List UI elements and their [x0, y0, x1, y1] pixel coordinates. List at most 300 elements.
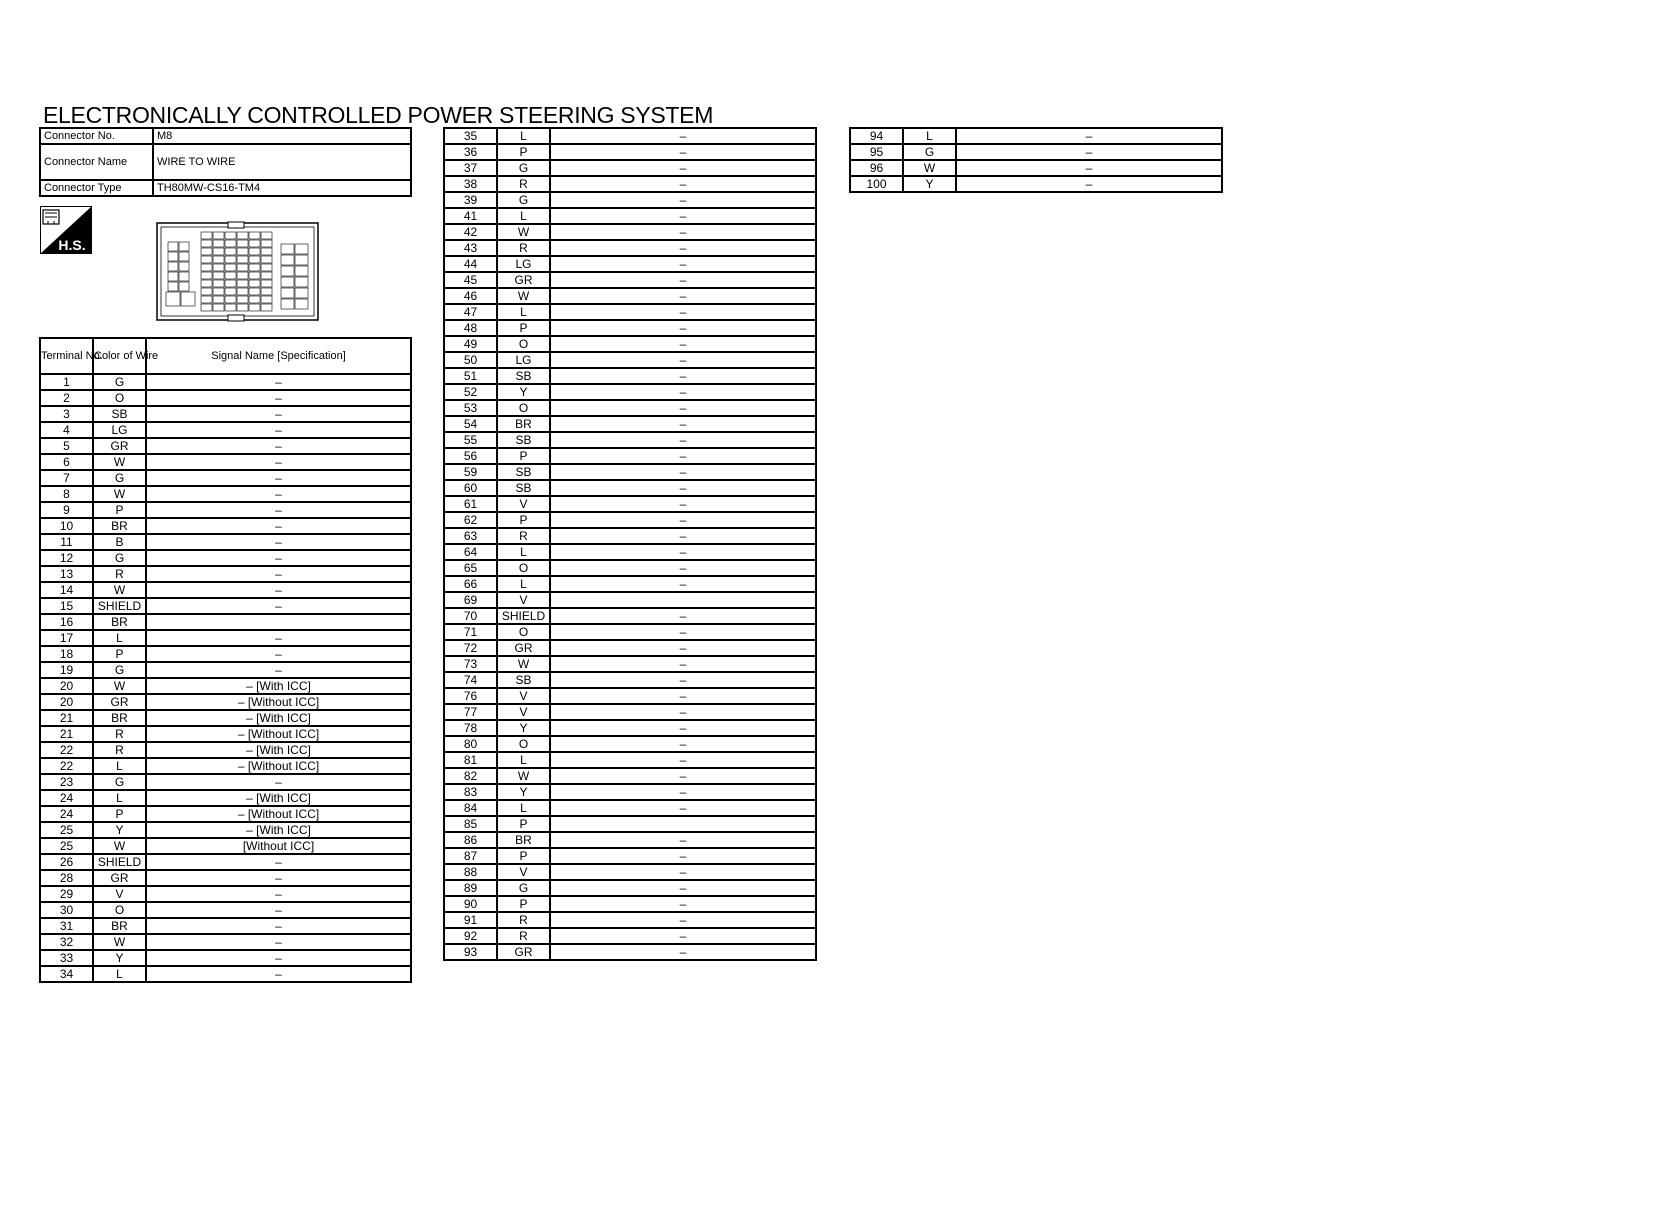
- signal-name-cell: –: [550, 128, 816, 144]
- signal-name-cell: –: [550, 528, 816, 544]
- terminal-no-cell: 9: [40, 502, 93, 518]
- wire-color-cell: W: [497, 288, 550, 304]
- signal-name-cell: [Without ICC]: [146, 838, 411, 854]
- terminal-no-cell: 8: [40, 486, 93, 502]
- table-row: [444, 816, 816, 832]
- table-row: [444, 160, 816, 176]
- signal-name-cell: –: [550, 272, 816, 288]
- table-row: [40, 630, 411, 646]
- signal-name-cell: – [With ICC]: [146, 742, 411, 758]
- signal-name-cell: –: [146, 438, 411, 454]
- signal-name-cell: – [With ICC]: [146, 790, 411, 806]
- table-row: [444, 144, 816, 160]
- signal-name-cell: – [With ICC]: [146, 710, 411, 726]
- terminal-no-cell: 46: [444, 288, 497, 304]
- signal-name-cell: –: [146, 950, 411, 966]
- wire-color-cell: LG: [93, 422, 146, 438]
- wire-color-cell: O: [497, 736, 550, 752]
- table-row: [444, 208, 816, 224]
- signal-name-cell: –: [146, 518, 411, 534]
- wire-color-cell: P: [93, 646, 146, 662]
- signal-name-cell: –: [550, 432, 816, 448]
- table-row: [40, 390, 411, 406]
- wire-color-cell: GR: [497, 272, 550, 288]
- terminal-no-cell: 84: [444, 800, 497, 816]
- table-row: [444, 512, 816, 528]
- wire-color-cell: SB: [497, 480, 550, 496]
- signal-name-cell: –: [550, 912, 816, 928]
- wire-color-cell: O: [497, 560, 550, 576]
- signal-name-cell: –: [550, 752, 816, 768]
- terminal-no-cell: 33: [40, 950, 93, 966]
- terminal-no-cell: 34: [40, 966, 93, 982]
- terminal-no-cell: 55: [444, 432, 497, 448]
- wire-color-cell: L: [497, 800, 550, 816]
- table-row: [444, 272, 816, 288]
- wire-color-cell: G: [93, 550, 146, 566]
- wire-color-cell: L: [93, 790, 146, 806]
- wire-color-cell: L: [497, 576, 550, 592]
- wire-color-cell: LG: [497, 256, 550, 272]
- terminal-no-cell: 25: [40, 838, 93, 854]
- wire-color-cell: Y: [93, 822, 146, 838]
- wire-color-cell: LG: [497, 352, 550, 368]
- terminal-no-cell: 95: [850, 144, 903, 160]
- signal-name-cell: –: [550, 384, 816, 400]
- wire-color-cell: L: [497, 304, 550, 320]
- wire-color-cell: Y: [497, 784, 550, 800]
- signal-name-cell: –: [550, 512, 816, 528]
- signal-name-cell: –: [146, 374, 411, 390]
- table-row: [40, 486, 411, 502]
- connector-face-diagram: [156, 222, 319, 321]
- terminal-no-cell: 45: [444, 272, 497, 288]
- wire-color-cell: G: [903, 144, 956, 160]
- table-row: [850, 160, 1222, 176]
- terminal-no-cell: 77: [444, 704, 497, 720]
- terminal-no-cell: 2: [40, 390, 93, 406]
- signal-name-cell: –: [550, 608, 816, 624]
- terminal-no-cell: 32: [40, 934, 93, 950]
- terminal-no-cell: 51: [444, 368, 497, 384]
- table-row: [850, 176, 1222, 192]
- table-row: [40, 614, 411, 630]
- signal-name-cell: –: [550, 400, 816, 416]
- wire-color-cell: SHIELD: [93, 598, 146, 614]
- table-row: [444, 560, 816, 576]
- wire-color-cell: W: [93, 838, 146, 854]
- terminal-no-cell: 81: [444, 752, 497, 768]
- wire-color-cell: P: [497, 816, 550, 832]
- signal-name-cell: –: [956, 144, 1222, 160]
- table-row: [444, 912, 816, 928]
- table-row: [40, 550, 411, 566]
- signal-name-cell: – [With ICC]: [146, 678, 411, 694]
- terminal-no-cell: 43: [444, 240, 497, 256]
- table-row: [444, 496, 816, 512]
- signal-name-cell: –: [146, 886, 411, 902]
- terminal-no-cell: 71: [444, 624, 497, 640]
- terminal-no-cell: 3: [40, 406, 93, 422]
- wire-color-cell: V: [497, 496, 550, 512]
- wire-color-cell: W: [497, 224, 550, 240]
- terminal-no-cell: 30: [40, 902, 93, 918]
- terminal-no-cell: 70: [444, 608, 497, 624]
- terminal-no-cell: 38: [444, 176, 497, 192]
- signal-name-cell: –: [146, 870, 411, 886]
- table-row: [40, 774, 411, 790]
- table-row: [444, 928, 816, 944]
- terminal-no-cell: 86: [444, 832, 497, 848]
- table-row: [40, 694, 411, 710]
- signal-name-cell: – [Without ICC]: [146, 758, 411, 774]
- wire-color-cell: SB: [497, 368, 550, 384]
- table-row: [444, 720, 816, 736]
- table-row: [40, 438, 411, 454]
- table-row: [444, 592, 816, 608]
- wire-color-cell: G: [93, 470, 146, 486]
- signal-name-cell: –: [550, 304, 816, 320]
- wire-color-cell: P: [497, 144, 550, 160]
- table-row: [40, 678, 411, 694]
- wire-color-cell: GR: [93, 438, 146, 454]
- table-row: [444, 640, 816, 656]
- table-row: [444, 400, 816, 416]
- terminal-no-cell: 62: [444, 512, 497, 528]
- connector-no-label: Connector No.: [40, 128, 153, 144]
- table-row: [444, 256, 816, 272]
- hs-badge-text: H.S.: [58, 237, 86, 253]
- wire-color-cell: GR: [497, 944, 550, 960]
- table-row: [40, 470, 411, 486]
- signal-name-cell: – [Without ICC]: [146, 806, 411, 822]
- table-row: [444, 896, 816, 912]
- table-row: [40, 534, 411, 550]
- signal-name-cell: –: [146, 486, 411, 502]
- connector-name-label: Connector Name: [40, 144, 153, 180]
- terminal-no-cell: 50: [444, 352, 497, 368]
- signal-name-cell: –: [550, 176, 816, 192]
- wire-color-cell: BR: [93, 918, 146, 934]
- signal-name-cell: –: [550, 768, 816, 784]
- wire-color-cell: SHIELD: [497, 608, 550, 624]
- signal-name-cell: –: [550, 832, 816, 848]
- wire-color-cell: W: [93, 582, 146, 598]
- wire-color-cell: R: [93, 742, 146, 758]
- signal-name-cell: –: [550, 784, 816, 800]
- signal-name-cell: –: [146, 598, 411, 614]
- wire-color-cell: O: [497, 336, 550, 352]
- table-row: [40, 502, 411, 518]
- signal-name-cell: –: [550, 880, 816, 896]
- table-row: [444, 176, 816, 192]
- connector-type-label: Connector Type: [40, 180, 153, 196]
- terminal-no-cell: 15: [40, 598, 93, 614]
- table-row: [40, 758, 411, 774]
- terminal-no-cell: 47: [444, 304, 497, 320]
- terminal-header: Terminal No.: [40, 338, 93, 374]
- wire-color-cell: Y: [497, 720, 550, 736]
- signal-name-cell: –: [956, 176, 1222, 192]
- wire-color-cell: BR: [93, 518, 146, 534]
- table-row: [40, 710, 411, 726]
- wire-color-cell: W: [497, 768, 550, 784]
- signal-name-cell: –: [550, 240, 816, 256]
- wire-color-cell: V: [93, 886, 146, 902]
- wire-color-cell: GR: [93, 870, 146, 886]
- table-row: [40, 854, 411, 870]
- terminal-no-cell: 72: [444, 640, 497, 656]
- signal-name-cell: –: [146, 934, 411, 950]
- wire-color-cell: W: [93, 454, 146, 470]
- harness-side-icon: [40, 206, 92, 254]
- terminal-no-cell: 37: [444, 160, 497, 176]
- signal-name-cell: –: [146, 422, 411, 438]
- wire-color-cell: L: [93, 630, 146, 646]
- wire-color-cell: G: [497, 160, 550, 176]
- terminal-no-cell: 41: [444, 208, 497, 224]
- terminal-no-cell: 96: [850, 160, 903, 176]
- signal-name-cell: –: [550, 720, 816, 736]
- signal-name-cell: –: [146, 390, 411, 406]
- table-row: [40, 374, 411, 390]
- signal-name-cell: –: [550, 448, 816, 464]
- terminal-no-cell: 56: [444, 448, 497, 464]
- terminal-no-cell: 61: [444, 496, 497, 512]
- wire-color-cell: SB: [497, 432, 550, 448]
- wire-color-cell: SB: [93, 406, 146, 422]
- table-row: [444, 448, 816, 464]
- table-row: [444, 832, 816, 848]
- terminal-no-cell: 100: [850, 176, 903, 192]
- terminal-no-cell: 39: [444, 192, 497, 208]
- signal-name-cell: –: [956, 128, 1222, 144]
- table-row: [444, 416, 816, 432]
- wire-color-cell: L: [497, 128, 550, 144]
- terminal-table-1: [39, 337, 412, 983]
- terminal-no-cell: 73: [444, 656, 497, 672]
- wire-color-cell: BR: [497, 832, 550, 848]
- wire-color-cell: SB: [497, 672, 550, 688]
- table-row: [444, 384, 816, 400]
- table-row: [40, 598, 411, 614]
- signal-name-cell: –: [550, 352, 816, 368]
- signal-name-cell: –: [550, 288, 816, 304]
- table-row: [40, 454, 411, 470]
- wire-color-cell: R: [497, 928, 550, 944]
- terminal-no-cell: 49: [444, 336, 497, 352]
- signal-name-cell: –: [550, 208, 816, 224]
- table-row: [444, 752, 816, 768]
- signal-name-cell: –: [146, 918, 411, 934]
- signal-name-cell: [146, 614, 411, 630]
- signal-name-cell: –: [550, 560, 816, 576]
- signal-name-cell: –: [550, 688, 816, 704]
- terminal-no-cell: 4: [40, 422, 93, 438]
- terminal-no-cell: 92: [444, 928, 497, 944]
- table-row: [40, 566, 411, 582]
- terminal-no-cell: 20: [40, 678, 93, 694]
- terminal-no-cell: 54: [444, 416, 497, 432]
- wire-color-cell: Y: [93, 950, 146, 966]
- table-row: [444, 768, 816, 784]
- wire-color-cell: P: [497, 448, 550, 464]
- signal-name-cell: –: [146, 854, 411, 870]
- table-row: [444, 368, 816, 384]
- terminal-no-cell: 36: [444, 144, 497, 160]
- signal-name-cell: –: [550, 192, 816, 208]
- terminal-no-cell: 65: [444, 560, 497, 576]
- signal-name-cell: –: [550, 224, 816, 240]
- table-row: [444, 944, 816, 960]
- wire-color-cell: L: [903, 128, 956, 144]
- terminal-no-cell: 20: [40, 694, 93, 710]
- signal-name-cell: –: [146, 470, 411, 486]
- signal-name-cell: –: [550, 368, 816, 384]
- terminal-no-cell: 14: [40, 582, 93, 598]
- signal-name-cell: –: [146, 534, 411, 550]
- wire-color-cell: L: [497, 208, 550, 224]
- table-row: [40, 726, 411, 742]
- table-row: [40, 918, 411, 934]
- signal-name-cell: –: [146, 550, 411, 566]
- connector-type-value: TH80MW-CS16-TM4: [153, 180, 411, 196]
- table-row: [850, 144, 1222, 160]
- table-row: [444, 624, 816, 640]
- terminal-no-cell: 42: [444, 224, 497, 240]
- signal-name-cell: –: [550, 480, 816, 496]
- table-row: [850, 128, 1222, 144]
- table-row: [444, 320, 816, 336]
- table-row: [444, 784, 816, 800]
- wire-color-cell: P: [497, 896, 550, 912]
- terminal-no-cell: 83: [444, 784, 497, 800]
- terminal-no-cell: 26: [40, 854, 93, 870]
- table-row: [40, 582, 411, 598]
- terminal-no-cell: 90: [444, 896, 497, 912]
- signal-name-cell: –: [550, 704, 816, 720]
- terminal-no-cell: 78: [444, 720, 497, 736]
- terminal-no-cell: 24: [40, 806, 93, 822]
- terminal-no-cell: 22: [40, 758, 93, 774]
- wire-color-cell: O: [497, 624, 550, 640]
- terminal-no-cell: 44: [444, 256, 497, 272]
- terminal-no-cell: 89: [444, 880, 497, 896]
- terminal-no-cell: 29: [40, 886, 93, 902]
- wire-color-cell: P: [497, 320, 550, 336]
- signal-name-cell: [550, 816, 816, 832]
- wire-color-cell: G: [93, 662, 146, 678]
- table-row: [444, 240, 816, 256]
- table-row: [40, 790, 411, 806]
- table-row: [40, 886, 411, 902]
- signal-name-cell: –: [550, 896, 816, 912]
- wire-color-cell: W: [497, 656, 550, 672]
- wire-color-cell: O: [93, 902, 146, 918]
- wire-color-cell: G: [497, 192, 550, 208]
- terminal-no-cell: 5: [40, 438, 93, 454]
- signal-name-cell: –: [550, 320, 816, 336]
- terminal-no-cell: 74: [444, 672, 497, 688]
- terminal-no-cell: 10: [40, 518, 93, 534]
- wire-color-cell: P: [497, 848, 550, 864]
- terminal-no-cell: 82: [444, 768, 497, 784]
- terminal-no-cell: 64: [444, 544, 497, 560]
- wire-color-cell: G: [93, 374, 146, 390]
- color-header: Color of Wire: [93, 338, 146, 374]
- signal-name-cell: –: [550, 656, 816, 672]
- table-row: [444, 336, 816, 352]
- wire-color-cell: GR: [497, 640, 550, 656]
- terminal-no-cell: 80: [444, 736, 497, 752]
- table-row: [40, 646, 411, 662]
- signal-name-cell: –: [146, 454, 411, 470]
- terminal-no-cell: 88: [444, 864, 497, 880]
- terminal-no-cell: 31: [40, 918, 93, 934]
- wire-color-cell: GR: [93, 694, 146, 710]
- table-row: [444, 544, 816, 560]
- signal-name-cell: –: [146, 774, 411, 790]
- signal-name-cell: –: [550, 640, 816, 656]
- terminal-no-cell: 85: [444, 816, 497, 832]
- page-title: ELECTRONICALLY CONTROLLED POWER STEERING SYSTEM: [43, 102, 714, 128]
- wire-color-cell: R: [497, 176, 550, 192]
- signal-name-cell: – [Without ICC]: [146, 726, 411, 742]
- signal-name-cell: –: [550, 944, 816, 960]
- terminal-no-cell: 12: [40, 550, 93, 566]
- table-row: [444, 864, 816, 880]
- table-row: [40, 518, 411, 534]
- wire-color-cell: P: [93, 806, 146, 822]
- table-row: [444, 224, 816, 240]
- terminal-table-3: [849, 127, 1223, 193]
- wire-color-cell: BR: [93, 614, 146, 630]
- wire-color-cell: O: [497, 400, 550, 416]
- terminal-no-cell: 25: [40, 822, 93, 838]
- signal-name-cell: –: [550, 624, 816, 640]
- terminal-no-cell: 53: [444, 400, 497, 416]
- connector-info-table: [39, 127, 412, 197]
- wire-color-cell: O: [93, 390, 146, 406]
- terminal-no-cell: 11: [40, 534, 93, 550]
- terminal-no-cell: 19: [40, 662, 93, 678]
- table-row: [444, 576, 816, 592]
- signal-name-cell: –: [146, 630, 411, 646]
- signal-name-cell: – [Without ICC]: [146, 694, 411, 710]
- signal-name-cell: –: [550, 464, 816, 480]
- table-row: [40, 966, 411, 982]
- wire-color-cell: V: [497, 704, 550, 720]
- terminal-no-cell: 28: [40, 870, 93, 886]
- terminal-no-cell: 13: [40, 566, 93, 582]
- table-row: [444, 688, 816, 704]
- terminal-no-cell: 21: [40, 710, 93, 726]
- signal-name-cell: –: [146, 502, 411, 518]
- signal-name-cell: –: [550, 672, 816, 688]
- signal-name-cell: –: [550, 544, 816, 560]
- table-row: [444, 128, 816, 144]
- table-row: [40, 950, 411, 966]
- table-row: [40, 870, 411, 886]
- wire-color-cell: R: [497, 240, 550, 256]
- wire-color-cell: Y: [497, 384, 550, 400]
- table-row: [444, 352, 816, 368]
- table-row: [444, 528, 816, 544]
- wire-color-cell: L: [497, 752, 550, 768]
- signal-name-cell: –: [550, 864, 816, 880]
- terminal-no-cell: 69: [444, 592, 497, 608]
- terminal-no-cell: 48: [444, 320, 497, 336]
